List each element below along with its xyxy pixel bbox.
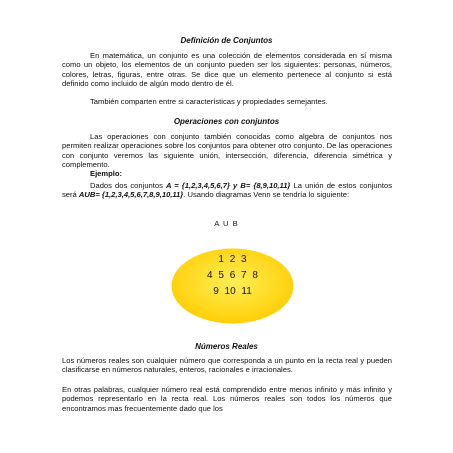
paragraph-definicion: En matemática, un conjunto es una colección de elementos considerada en sí misma como un objeto, los elementos de un conjunto pueden ser los siguientes: personas, números, colores, letras, figuras, entre otras. Se dice que un elemento pertenece al conjunto si está definido como incluido de algún modo dentro de él. <box>62 51 392 89</box>
paragraph-operaciones: Las operaciones con conjunto también conocidas como algebra de conjuntos nos permiten realizar operaciones sobre los conjuntos para obtener otro conjunto. De las operaciones con conjunto veremos las siguiente unión, intersección, diferencia, diferencia simétrica y complemento. <box>62 132 392 170</box>
heading-operaciones: Operaciones con conjuntos <box>173 117 280 126</box>
heading-definicion: Definición de Conjuntos <box>180 36 273 45</box>
example-text-3: . Usando diagramas Venn se tendría lo siguiente: <box>183 190 350 200</box>
paragraph-ejemplo <box>62 181 392 200</box>
paragraph-reales-1: Los números reales son cualquier número que corresponda a un punto en la recta real y pueden clasificarse en números naturales, enteros, racionales e irracionales. <box>62 356 392 375</box>
sets-definition: A = {1,2,3,4,5,6,7} y B= {8,9,10,11} <box>165 181 291 190</box>
heading-numeros-reales: Números Reales <box>195 342 258 351</box>
paragraph-reales-2: En otras palabras, cualquier número real está comprendido entre menos infinito y más infinito y podemos representarlo en la recta real. Los números reales son todos los números que encontramos mas frecuentemente dado que los <box>62 385 392 413</box>
example-text-1: Dados dos conjuntos <box>90 181 166 190</box>
example-label: Ejemplo: <box>90 169 123 178</box>
venn-row-2: 4 5 6 7 8 <box>207 270 258 281</box>
example-text-2: La unión de estos conjuntos será <box>62 181 392 200</box>
venn-row-3: 9 10 11 <box>213 286 252 297</box>
venn-row-1: 1 2 3 <box>218 254 247 265</box>
venn-title: A U B <box>214 219 239 228</box>
paragraph-propiedades: También comparten entre si características y propiedades semejantes. <box>90 97 328 106</box>
union-result: AUB= {1,2,3,4,5,6,7,8,9,10,11} <box>78 190 184 200</box>
